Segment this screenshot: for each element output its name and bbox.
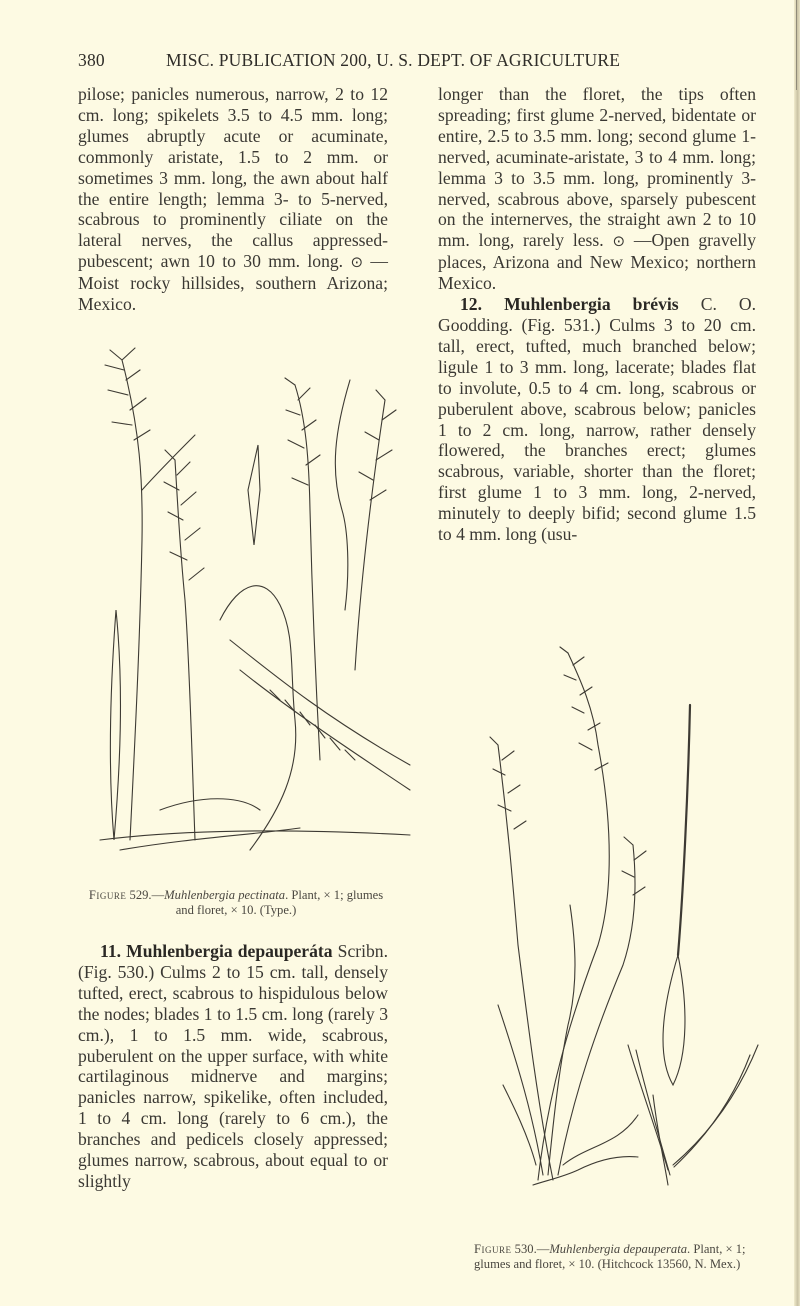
figure-species: Muhlenbergia pectinata (164, 888, 286, 902)
grass-drawing-icon (80, 340, 420, 860)
figure-caption-line-1 (474, 1242, 800, 1257)
perennial-symbol-icon: ⊙ (612, 232, 626, 251)
species-11-entry (78, 941, 388, 1192)
species-name: Muhlenbergia depauperáta (126, 941, 333, 961)
species-description: C. O. Goodding. (Fig. 531.) Culms 3 to 20 cm. tall, erect, tufted, much branched below; ligule 1 to 3 mm. long, lacerate; blades flat to involute, 0.5 to 4 cm. long, scabrous or puberulent above, scabrous below; panicles 1 to 2 cm. long, narrow, rather densely flowered, the branches erect; glumes scabrous, variable, shorter than the floret; first glume 1 to 3 mm. long, 2-nerved, minutely to deeply bifid; second glume 1.5 to 4 mm. long (usu- (438, 294, 757, 545)
publication-title: MISC. PUBLICATION 200, U. S. DEPT. OF AGRICULTURE (166, 50, 621, 70)
species-11-description-continued: longer than the floret, the tips often spreading; first glume 2-nerved, bidentate or entire, 2.5 to 3.5 mm. long; second glume 1-nerved, acuminate-aristate, 3 to 4 mm. long; lemma 3 to 3.5 mm. long, prominently 3-nerved, scabrous above, sparsely pubescent on the internerves, the straight awn 2 to 10 mm. long, rarely less. ⊙ —Open gravelly places, Arizona and New Mexico; northern Mexico. (438, 84, 757, 294)
right-column (438, 84, 756, 545)
figure-species: Muhlenbergia depauperata (549, 1242, 688, 1256)
running-head (78, 50, 718, 71)
species-number: 11. (100, 941, 122, 961)
species-number: 12. (460, 294, 482, 315)
species-10-description-continued: pilose; panicles numerous, narrow, 2 to 12 cm. long; spikelets 3.5 to 4.5 mm. long; glumes abruptly acute or acuminate, commonly aristate, 1.5 to 2 mm. or sometimes 3 mm. long, the awn about half the entire length; lemma 3- to 5-nerved, scabrous to prominently ciliate on the lateral nerves, the callus appressed-pubescent; awn 10 to 30 mm. long. ⊙ —Moist rocky hillsides, southern Arizona; Mexico. (78, 84, 388, 315)
figure-529-illustration (80, 340, 420, 860)
species-name: Muhlenbergia brévis (504, 294, 679, 315)
figure-caption-rest: . Plant, × 1; glumes and floret, × 10. (Type.) (175, 888, 384, 917)
species-12-entry (438, 294, 756, 545)
figure-530-caption (474, 1242, 800, 1271)
figure-number: 529.— (129, 888, 165, 902)
distribution-text: —Open gravelly places, Arizona and New Mexico; northern Mexico. (438, 230, 757, 294)
figure-caption-rest: . Plant, × 1; (687, 1242, 746, 1256)
perennial-symbol-icon: ⊙ (350, 253, 364, 272)
figure-label: Figure (88, 888, 127, 902)
figure-label: Figure (474, 1242, 512, 1256)
page-number: 380 (78, 50, 105, 70)
left-column-bottom (78, 941, 388, 1192)
figure-530-illustration (478, 645, 778, 1190)
grass-drawing-icon (478, 645, 778, 1190)
left-column-top (78, 84, 388, 315)
page-edge (794, 0, 800, 1306)
distribution-text: —Moist rocky hillsides, southern Arizona; Mexico. (78, 251, 388, 315)
page-edge-line (796, 0, 797, 90)
species-description: Scribn. (Fig. 530.) Culms 2 to 15 cm. tall, densely tufted, erect, scabrous to hispidulous below the nodes; blades 1 to 1.5 cm. long (rarely 3 cm.), 1 to 1.5 mm. wide, scabrous, puberulent on the upper surface, with white cartilaginous midnerve and margins; panicles narrow, spikelike, often included, 1 to 4 cm. long (rarely to 6 cm.), the branches and pedicels closely appressed; glumes narrow, scabrous, about equal to or slightly (78, 941, 389, 1191)
figure-caption-line-2: glumes and floret, × 10. (Hitchcock 13560, N. Mex.) (474, 1256, 741, 1271)
figure-number: 530.— (514, 1242, 550, 1256)
figure-529-caption (80, 888, 392, 917)
